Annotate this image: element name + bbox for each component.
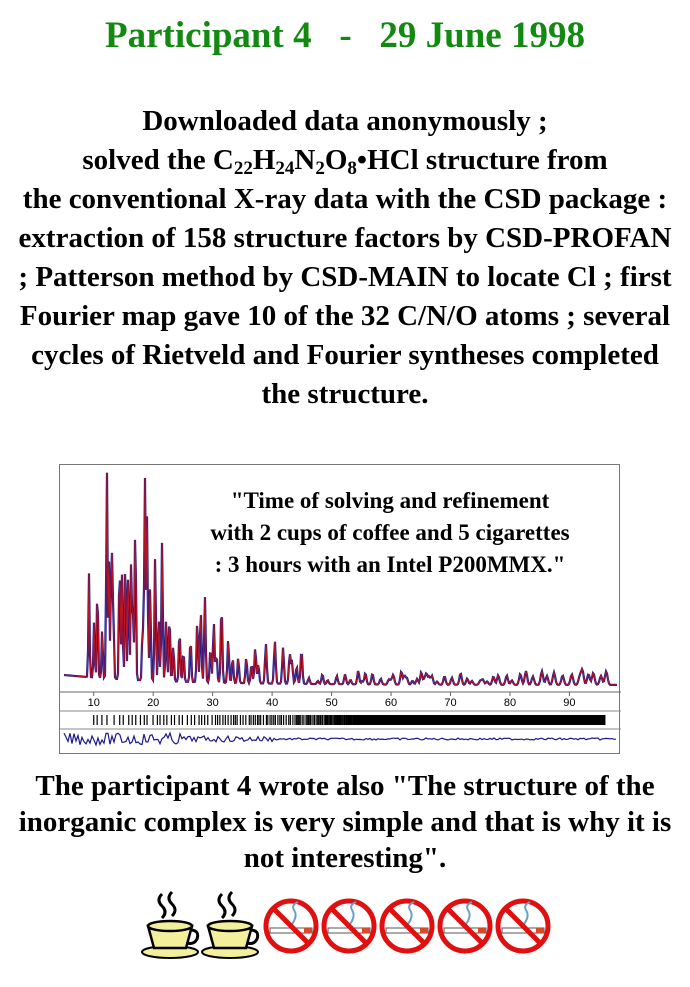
quote-text: "Time of solving and refinement with 2 cups of coffee and 5 cigarettes : 3 hours with an Intel P200MMX." xyxy=(210,488,570,577)
x-tick-label: 90 xyxy=(563,697,576,709)
x-tick-label: 70 xyxy=(444,697,457,709)
description-paragraph xyxy=(14,102,676,414)
x-tick-label: 10 xyxy=(87,697,100,709)
outro-text: The participant 4 wrote also "The structure of the inorganic complex is very simple and that is why it is not interesting". xyxy=(18,770,672,874)
no-smoking-icon xyxy=(262,890,320,960)
coffee-cup-icon xyxy=(140,890,200,960)
icon-row xyxy=(140,890,560,970)
no-smoking-icon xyxy=(436,890,494,960)
no-smoking-icon xyxy=(378,890,436,960)
x-tick-label: 40 xyxy=(265,697,279,709)
x-tick-label: 60 xyxy=(384,697,398,709)
no-smoking-icon xyxy=(320,890,378,960)
description-line-2-suffix: structure from xyxy=(418,144,608,176)
x-tick-label: 50 xyxy=(325,697,338,709)
chemical-formula: $C_{22}H_{24}N_2O_8•HCl$ xyxy=(212,144,419,179)
rietveld-plot xyxy=(59,464,620,754)
x-tick-label: 30 xyxy=(206,697,219,709)
x-tick-label: 20 xyxy=(147,697,160,709)
no-smoking-icon xyxy=(494,890,552,960)
coffee-cup-icon xyxy=(200,890,260,960)
description-line-2-prefix: solved the xyxy=(82,144,213,176)
description-rest: the conventional X-ray data with the CSD package : extraction of 158 structure factors by CSD-PROFAN ; Patterson method by CSD-MAIN to locate Cl ; first Fourier map gave 10 of the 32 C/N/O atoms ; several cycles of Rietveld and Fourier syntheses completed the structure. xyxy=(18,183,672,410)
difference-profile xyxy=(64,733,616,745)
page-title: Participant 4 - 29 June 1998 xyxy=(105,15,585,56)
description-line-1: Downloaded data anonymously ; xyxy=(142,105,548,137)
x-tick-label: 80 xyxy=(503,697,517,709)
